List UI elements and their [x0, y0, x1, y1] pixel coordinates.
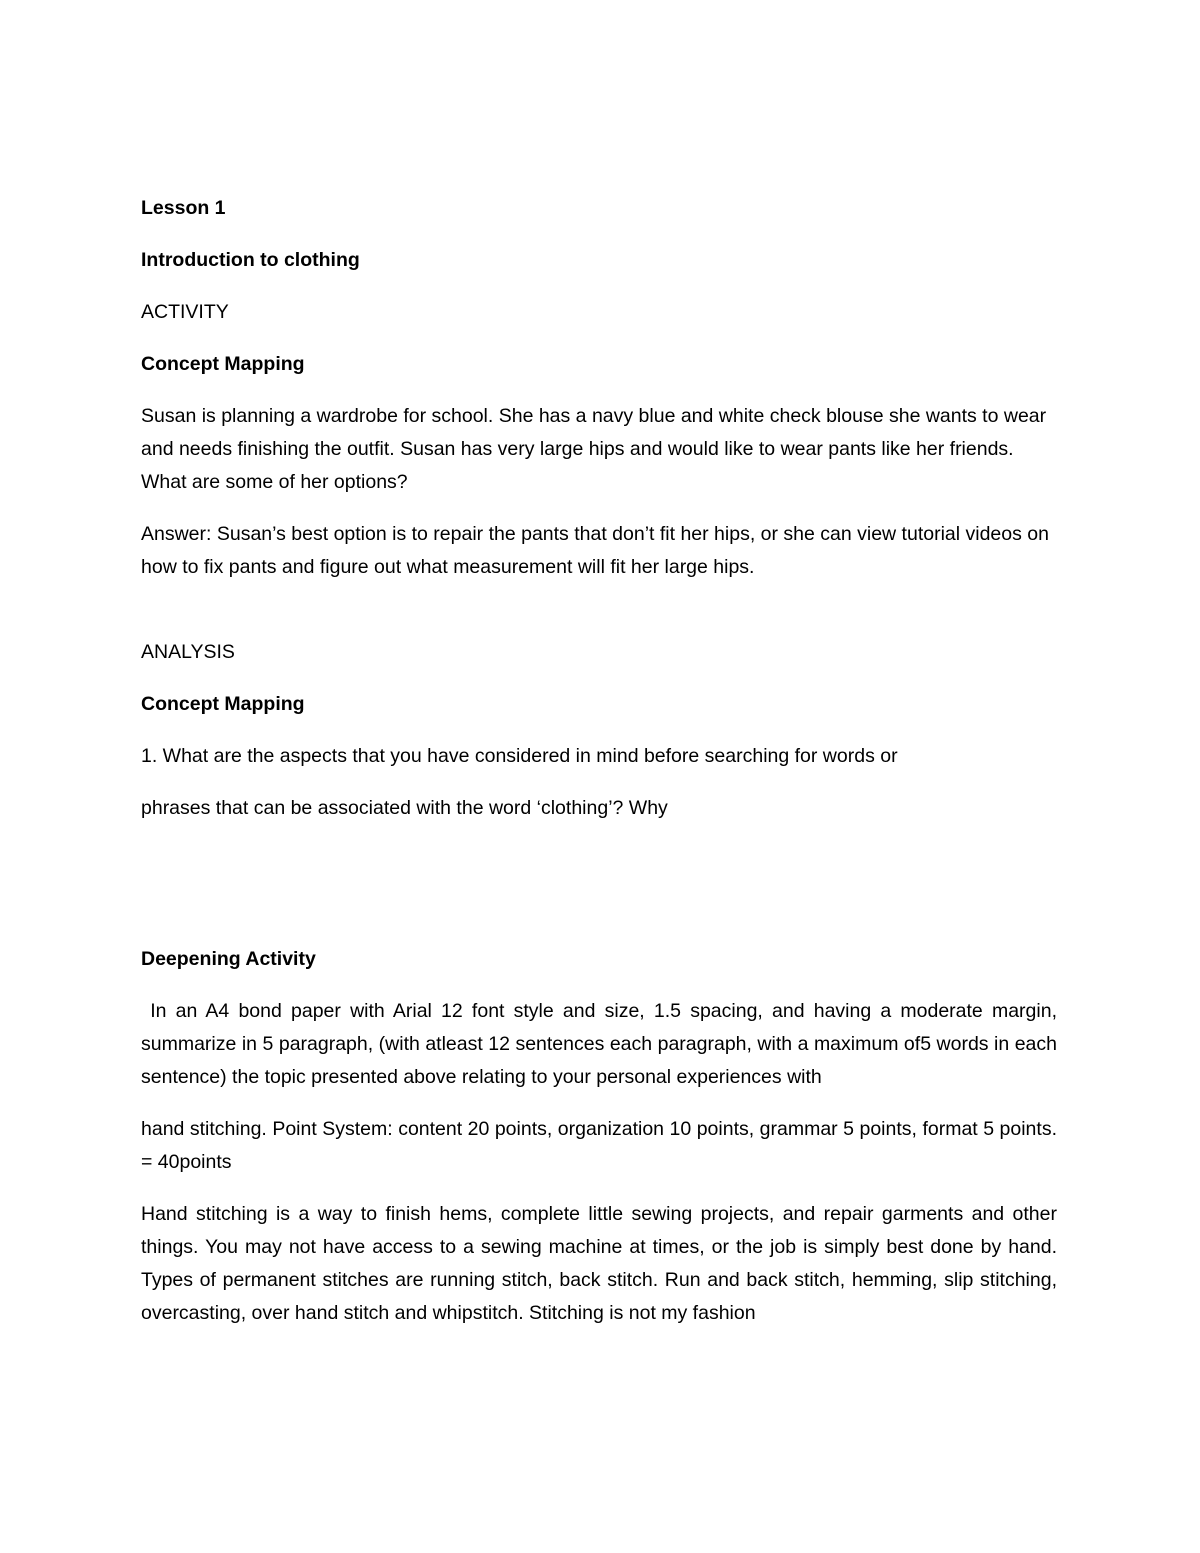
deepening-points: hand stitching. Point System: content 20 points, organization 10 points, grammar 5 points, format 5 points. = 40points	[141, 1118, 1057, 1173]
deepening-answer: Hand stitching is a way to finish hems, complete little sewing projects, and repair garments and other things. You may not have access to a sewing machine at times, or the job is simply best done by hand. Types of permanent stitches are running stitch, back stitch. Run and back stitch, hemming, slip stitching, overcasting, over hand stitch and whipstitch. Stitching is not my fashion	[141, 1203, 1057, 1324]
deepening-instructions-text: In an A4 bond paper with Arial 12 font style and size, 1.5 spacing, and having a moderate margin, summarize in 5 paragraph, (with atleast 12 sentences each paragraph, with a maximum of5 words in each sentence) the topic presented above relating to your personal experiences with	[141, 1000, 1057, 1088]
deepening-heading: Deepening Activity	[141, 948, 316, 970]
analysis-question-line2: phrases that can be associated with the word ‘clothing’? Why	[141, 797, 668, 819]
analysis-subheading: Concept Mapping	[141, 693, 305, 715]
analysis-question-line1: 1. What are the aspects that you have considered in mind before searching for words or	[141, 745, 898, 767]
document-body	[141, 192, 1057, 1330]
activity-subheading: Concept Mapping	[141, 353, 305, 375]
activity-answer: Answer: Susan’s best option is to repair the pants that don’t fit her hips, or she can view tutorial videos on how to fix pants and figure out what measurement will fit her large hips.	[141, 523, 1049, 578]
lesson-subtitle: Introduction to clothing	[141, 249, 360, 271]
activity-heading: ACTIVITY	[141, 301, 229, 323]
analysis-heading: ANALYSIS	[141, 641, 235, 663]
activity-question: Susan is planning a wardrobe for school. She has a navy blue and white check blouse she wants to wear and needs finishing the outfit. Susan has very large hips and would like to wear pants like her friends. What are some of her options?	[141, 405, 1047, 493]
lesson-title: Lesson 1	[141, 197, 226, 219]
deepening-instructions	[141, 995, 1057, 1094]
